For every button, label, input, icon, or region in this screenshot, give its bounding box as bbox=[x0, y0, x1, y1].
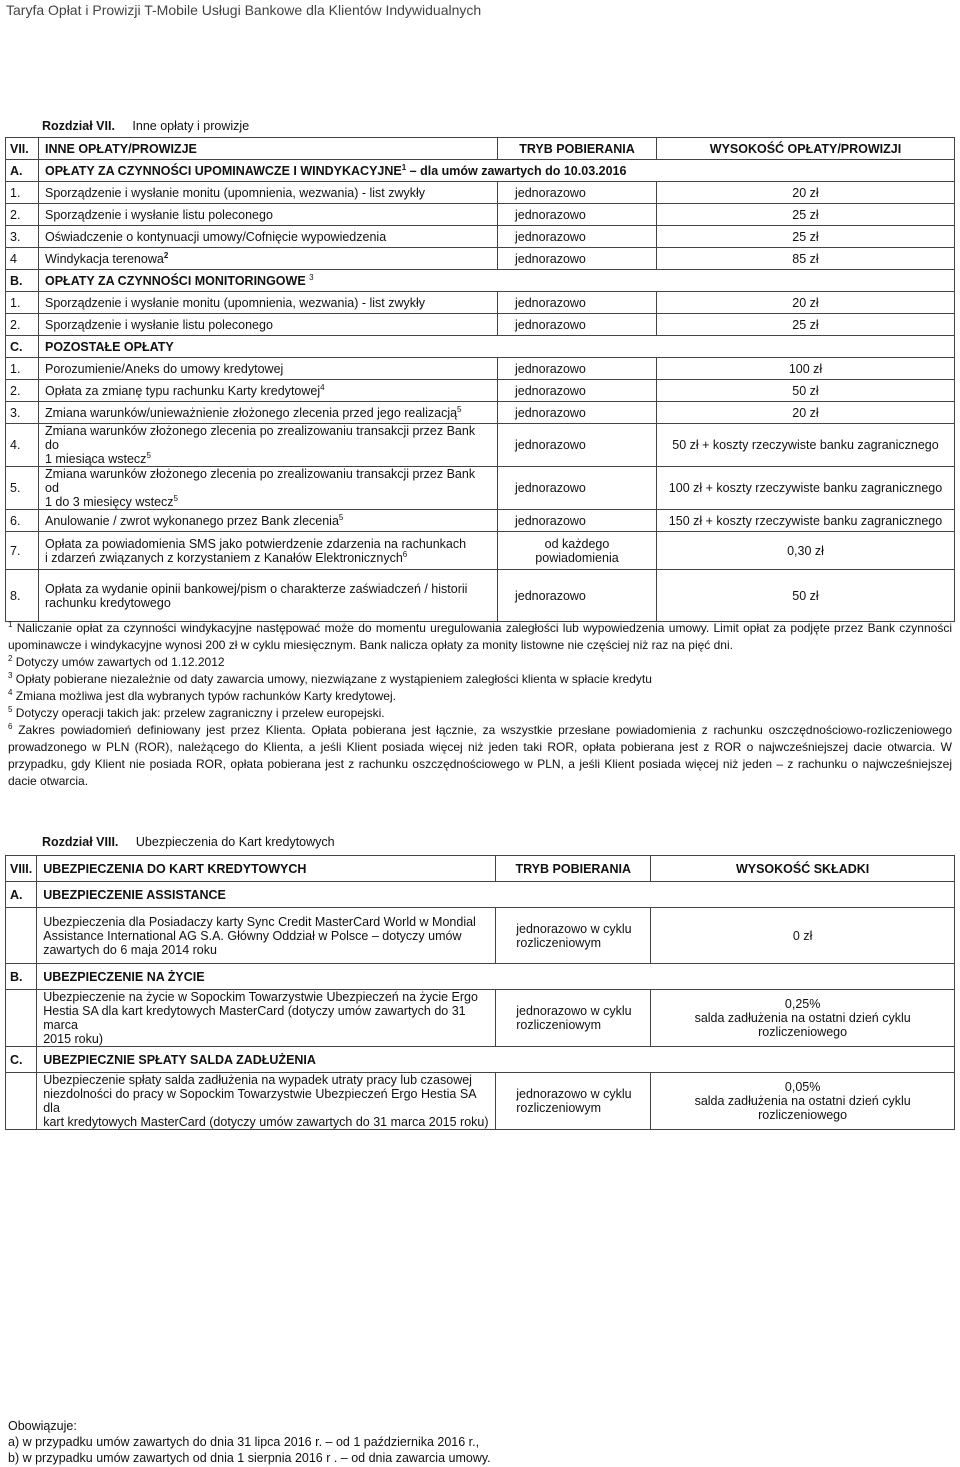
footnote: $^6$ Zakres powiadomień definiowany jest przez Klienta. Opłata pobierana jest łącznie, za wszystkie przesłane powiadomienia z rachunku oszczędnościowo-rozliczeniowego prowadzonego w PLN (ROR), należącego do Klienta, a jeśli Klient posiada więcej niż jeden taki ROR, opłata pobierana jest z ROR o najwcześniejszej dacie otwarcia. W przypadku, gdy Klient nie posiada ROR, opłata pobierana jest z rachunku oszczędnościowego w PLN, a jeśli Klient posiada więcej niż jeden – z rachunku o najwcześniejszej dacie otwarcia. bbox=[8, 722, 952, 788]
footnote: $^4$ Zmiana możliwa jest dla wybranych typów rachunków Karty kredytowej. bbox=[8, 688, 396, 703]
table-row: Ubezpieczenie spłaty salda zadłużenia na wypadek utraty pracy lub czasowej niezdolności do pracy w Sopockim Towarzystwie Ubezpieczeń Ergo Hestia SA dla kart kredytowych MasterCard (dotyczy umów zawartych do 31 marca 2015 roku) jednorazowo w cyklu rozliczeniowym 0,05% salda zadłużenia na ostatni dzień cyklu rozliczeniowego bbox=[6, 1073, 955, 1130]
document-header: Taryfa Opłat i Prowizji T-Mobile Usługi Bankowe dla Klientów Indywidualnych bbox=[6, 2, 482, 18]
table-row: Ubezpieczenie na życie w Sopockim Towarzystwie Ubezpieczeń na życie Ergo Hestia SA dla kart kredytowych MasterCard (dotyczy umów zawartych do 31 marca 2015 roku) jednorazowo w cyklu rozliczeniowym 0,25% salda zadłużenia na ostatni dzień cyklu rozliczeniowego bbox=[6, 990, 955, 1047]
chapter-7-title bbox=[42, 119, 249, 133]
table-row: 1. Sporządzenie i wysłanie monitu (upomnienia, wezwania) - list zwykły jednorazowo 20 zł bbox=[6, 292, 955, 314]
table-row: 5. Zmiana warunków złożonego zlecenia po zrealizowaniu transakcji przez Bank od 1 do 3 miesięcy wstecz$^5$ jednorazowo 100 zł + koszty rzeczywiste banku zagranicznego bbox=[6, 467, 955, 510]
section-b-row: B. UBEZPIECZENIE NA ŻYCIE bbox=[6, 964, 955, 990]
table-header-row bbox=[6, 138, 955, 160]
section-b-row: B. OPŁATY ZA CZYNNOŚCI MONITORINGOWE $^3$ bbox=[6, 270, 955, 292]
table-row: 2. Sporządzenie i wysłanie listu poleconego jednorazowo 25 zł bbox=[6, 204, 955, 226]
fees-table bbox=[5, 137, 955, 622]
table-row: 8. Opłata za wydanie opinii bankowej/pism o charakterze zaświadczeń / historii rachunku kredytowego jednorazowo 50 zł bbox=[6, 570, 955, 622]
footnote: $^2$ Dotyczy umów zawartych od 1.12.2012 bbox=[8, 654, 225, 669]
validity-a: a) w przypadku umów zawartych do dnia 31 lipca 2016 r. – od 1 października 2016 r., bbox=[8, 1435, 480, 1449]
header-desc: INNE OPŁATY/PROWIZJE bbox=[39, 138, 498, 160]
table-row: 1. Porozumienie/Aneks do umowy kredytowej jednorazowo 100 zł bbox=[6, 358, 955, 380]
section-a-row: A. UBEZPIECZENIE ASSISTANCE bbox=[6, 882, 955, 908]
table-row: 2. Opłata za zmianę typu rachunku Karty kredytowej$^4$ jednorazowo 50 zł bbox=[6, 380, 955, 402]
chapter-7-label: Rozdział VII. bbox=[42, 119, 115, 133]
chapter-7-name: Inne opłaty i prowizje bbox=[132, 119, 250, 133]
validity-note bbox=[8, 1418, 491, 1466]
header-mode: TRYB POBIERANIA bbox=[498, 138, 657, 160]
section-b-title: OPŁATY ZA CZYNNOŚCI MONITORINGOWE $^3$ bbox=[39, 270, 955, 292]
insurance-table bbox=[5, 855, 955, 1130]
table-row: 3. Oświadczenie o kontynuacji umowy/Cofnięcie wypowiedzenia jednorazowo 25 zł bbox=[6, 226, 955, 248]
chapter-8-title bbox=[42, 835, 335, 849]
chapter-8-name: Ubezpieczenia do Kart kredytowych bbox=[135, 835, 335, 849]
table-row: 6. Anulowanie / zwrot wykonanego przez Bank zlecenia$^5$ jednorazowo 150 zł + koszty rzeczywiste banku zagranicznego bbox=[6, 510, 955, 532]
section-c-title: POZOSTAŁE OPŁATY bbox=[39, 336, 955, 358]
header-num: VII. bbox=[6, 138, 39, 160]
chapter-8-label: Rozdział VIII. bbox=[42, 835, 119, 849]
table-row: Ubezpieczenia dla Posiadaczy karty Sync Credit MasterCard World w Mondial Assistance International AG S.A. Główny Oddział w Polsce – dotyczy umów zawartych do 6 maja 2014 roku jednorazowo w cyklu rozliczeniowym 0 zł bbox=[6, 908, 955, 964]
footnote: $^1$ Naliczanie opłat za czynności windykacyjne następować może do momentu uregulowania zaległości lub wypowiedzenia umowy. Limit opłat za podjęte przez Bank czynności upominawcze i windykacyjne wynosi 200 zł w cyklu miesięcznym. Bank nalicza opłaty za monity listowne nie częściej niż raz na pięć dni. bbox=[8, 620, 952, 652]
table-row: 7. Opłata za powiadomienia SMS jako potwierdzenie zdarzenia na rachunkach i zdarzeń związanych z korzystaniem z Kanałów Elektronicznych$^6$ od każdego powiadomienia 0,30 zł bbox=[6, 532, 955, 570]
header-fee: WYSOKOŚĆ OPŁATY/PROWIZJI bbox=[657, 138, 955, 160]
section-c-row: C. POZOSTAŁE OPŁATY bbox=[6, 336, 955, 358]
footnote: $^5$ Dotyczy operacji takich jak: przelew zagraniczny i przelew europejski. bbox=[8, 705, 385, 720]
table-row: 1. Sporządzenie i wysłanie monitu (upomnienia, wezwania) - list zwykły jednorazowo 20 zł bbox=[6, 182, 955, 204]
validity-b: b) w przypadku umów zawartych od dnia 1 sierpnia 2016 r . – od dnia zawarcia umowy. bbox=[8, 1451, 491, 1465]
footnote: $^3$ Opłaty pobierane niezależnie od daty zawarcia umowy, niezwiązane z wystąpieniem zaległości klienta w spłacie kredytu bbox=[8, 671, 652, 686]
validity-title: Obowiązuje: bbox=[8, 1419, 77, 1433]
section-a-title: OPŁATY ZA CZYNNOŚCI UPOMINAWCZE I WINDYKACYJNE$^1$ – dla umów zawartych do 10.03.2016 bbox=[39, 160, 955, 182]
table-row: 3. Zmiana warunków/unieważnienie złożonego zlecenia przed jego realizacją$^5$ jednorazowo 20 zł bbox=[6, 402, 955, 424]
section-a-num: A. bbox=[6, 160, 39, 182]
section-c-row: C. UBEZPIECZNIE SPŁATY SALDA ZADŁUŻENIA bbox=[6, 1047, 955, 1073]
table-row: 2. Sporządzenie i wysłanie listu poleconego jednorazowo 25 zł bbox=[6, 314, 955, 336]
table-row: 4. Zmiana warunków złożonego zlecenia po zrealizowaniu transakcji przez Bank do 1 miesiąca wstecz$^5$ jednorazowo 50 zł + koszty rzeczywiste banku zagranicznego bbox=[6, 424, 955, 467]
table-header-row: VIII. UBEZPIECZENIA DO KART KREDYTOWYCH TRYB POBIERANIA WYSOKOŚĆ SKŁADKI bbox=[6, 856, 955, 882]
table-row: 4 Windykacja terenowa$^2$ jednorazowo 85 zł bbox=[6, 248, 955, 270]
section-a-row bbox=[6, 160, 955, 182]
footnotes bbox=[8, 620, 952, 790]
